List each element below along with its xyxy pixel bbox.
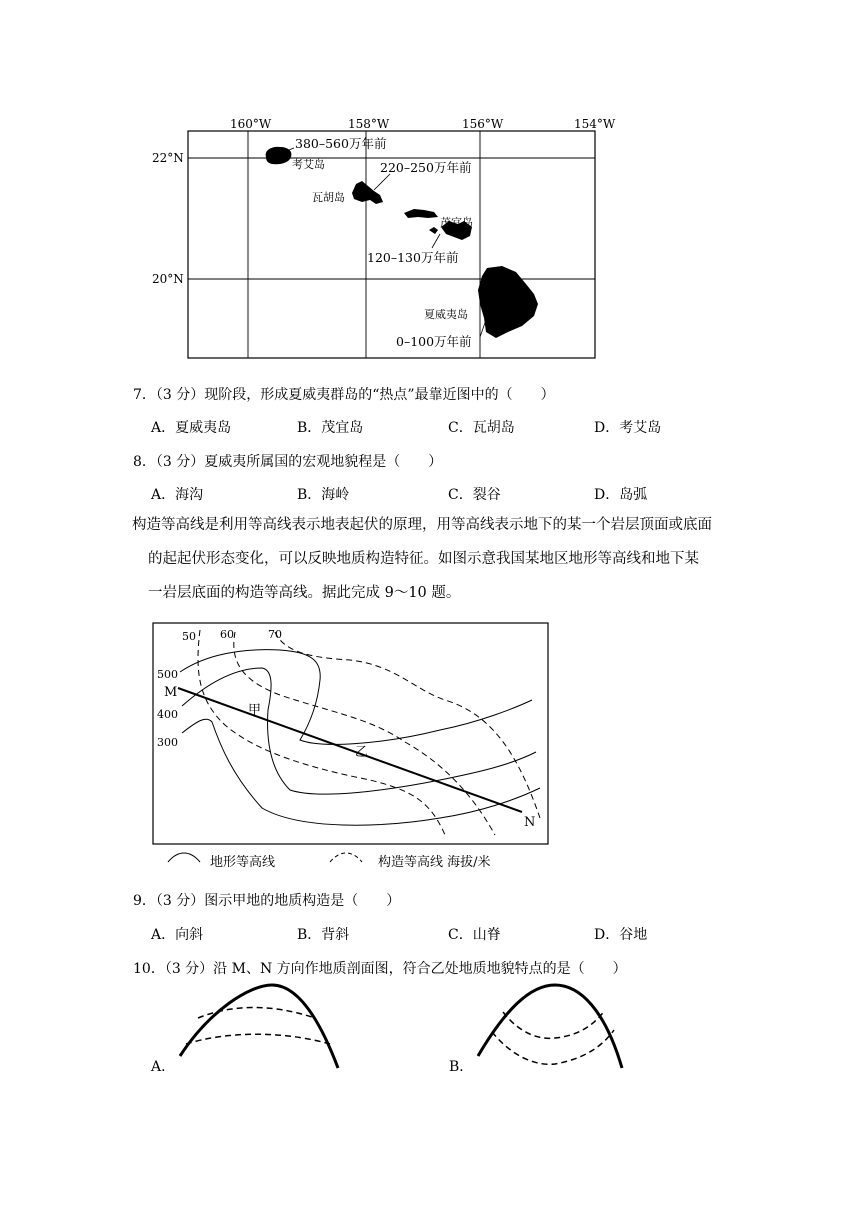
q7-option-c[interactable]: C．瓦胡岛 [448,420,515,436]
legend-structure-label: 构造等高线 海拔/米 [378,855,491,870]
oahu-age-label: 220–250万年前 [380,160,472,175]
hawaii-map-figure [140,112,616,362]
molokai-island-shape [404,209,438,218]
intro-line-2: 的起起伏形态变化，可以反映地质构造特征。如图示意我国某地区地形等高线和地下某 [148,551,699,567]
q8-option-a[interactable]: A．海沟 [151,487,204,503]
question-8-stem: 8．（3 分）夏威夷所属国的宏观地貌程是（ ） [133,454,443,470]
lon-label-158w: 158°W [348,117,390,131]
kauai-island-shape [266,147,292,164]
oahu-island-shape [352,181,383,204]
terrain-label-300: 300 [157,736,178,749]
maui-age-label: 120–130万年前 [367,250,459,265]
terrain-label-500: 500 [157,668,178,681]
point-jia-label: 甲 [248,703,262,718]
kauai-name-label: 考艾岛 [292,158,325,171]
lon-label-154w: 154°W [574,117,616,131]
terrain-contour-400 [182,668,536,794]
q10-option-b-label[interactable]: B． [449,1059,474,1075]
lon-label-160w: 160°W [230,117,272,131]
terrain-contour-300 [182,719,540,825]
lanai-island-shape [429,227,438,234]
legend-terrain-label: 地形等高线 [210,855,276,870]
maui-name-label: 茂宜岛 [440,216,473,229]
legend-structure-symbol [330,853,362,862]
legend-terrain-symbol [168,853,200,862]
intro-line-1: 构造等高线是利用等高线表示地表起伏的原理，用等高线表示地下的某一个岩层顶面或底面 [132,517,712,533]
q7-option-b[interactable]: B．茂宜岛 [297,420,364,436]
question-9-stem: 9．（3 分）图示甲地的地质构造是（ ） [133,893,401,909]
q10-option-a-profile[interactable] [170,980,350,1070]
hawaii-age-label: 0–100万年前 [396,334,472,349]
question-10-stem: 10．（3 分）沿 M、N 方向作地质剖面图，符合乙处地质地貌特点的是（ ） [133,961,627,977]
kauai-age-label: 380–560万年前 [295,136,387,151]
hawaii-island-shape [478,266,538,338]
lat-label-22n: 22°N [152,151,184,165]
hawaii-name-label: 夏威夷岛 [424,308,468,321]
intro-line-3: 一岩层底面的构造等高线。据此完成 9～10 题。 [148,585,461,601]
q10-option-a-label[interactable]: A． [151,1059,176,1075]
question-7-stem: 7．（3 分）现阶段，形成夏威夷群岛的“热点”最靠近图中的（ ） [133,387,555,403]
q7-option-a[interactable]: A．夏威夷岛 [151,420,232,436]
structure-contour-70 [275,632,540,818]
q8-option-b[interactable]: B．海岭 [297,487,350,503]
structure-label-70: 70 [268,628,282,641]
point-m-label: M [164,685,178,700]
oahu-name-label: 瓦胡岛 [312,191,345,204]
q9-option-b[interactable]: B．背斜 [297,927,350,943]
structure-label-60: 60 [220,628,234,641]
q8-option-c[interactable]: C．裂谷 [448,487,501,503]
structure-label-50: 50 [182,630,196,643]
point-n-label: N [524,815,536,830]
terrain-label-400: 400 [157,708,178,721]
structure-contour-50 [198,630,445,835]
q9-option-a[interactable]: A．向斜 [151,927,204,943]
lat-label-20n: 20°N [152,272,184,286]
point-yi-label: 乙 [355,745,369,760]
q9-option-d[interactable]: D．谷地 [594,927,648,943]
q7-option-d[interactable]: D．考艾岛 [594,420,662,436]
q8-option-d[interactable]: D．岛弧 [594,487,648,503]
q10-option-b-profile[interactable] [470,980,630,1070]
structure-contour-60 [234,632,495,835]
terrain-contour-500 [180,650,532,745]
contour-map-figure [140,615,560,875]
lon-label-156w: 156°W [462,117,504,131]
q9-option-c[interactable]: C．山脊 [448,927,501,943]
